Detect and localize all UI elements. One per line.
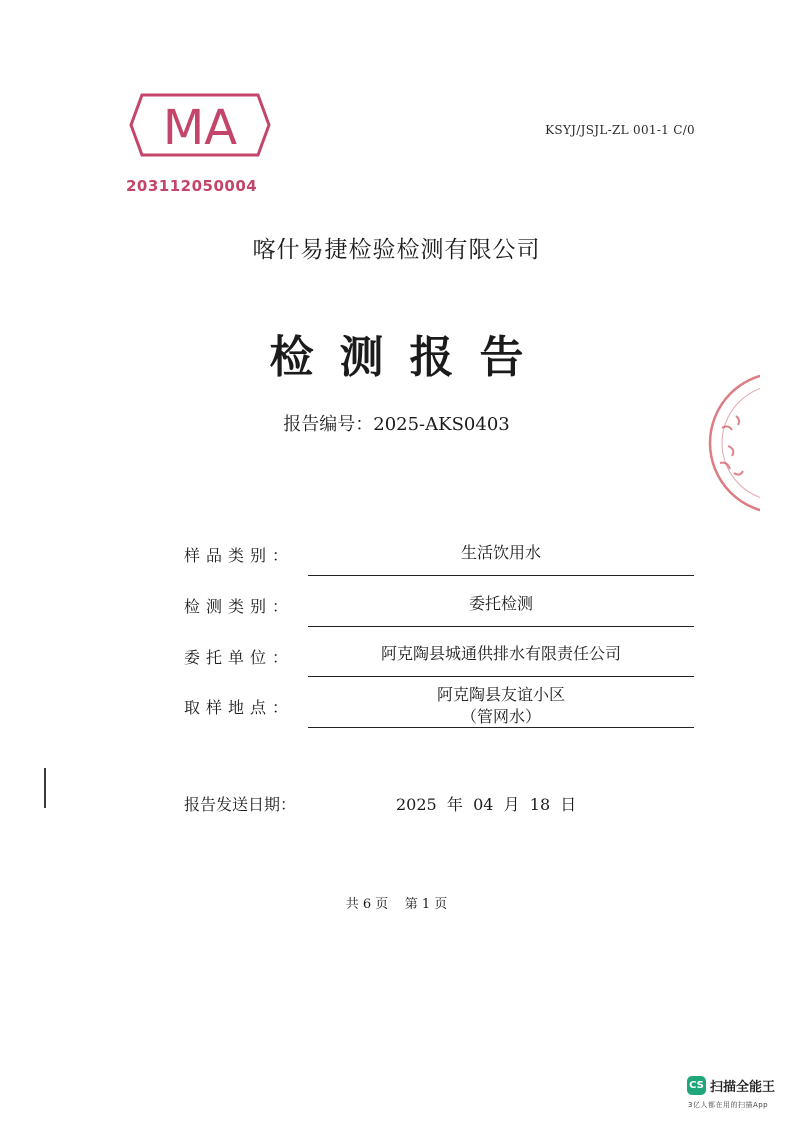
send-date-value: 2025 年 04 月 18 日 [396, 795, 577, 814]
sample-type-label: 样品类别： [184, 546, 288, 565]
ma-stamp-number: 203112050004 [126, 177, 258, 195]
scanner-app-name: 扫描全能王 [710, 1080, 776, 1095]
underline-divider [308, 575, 694, 576]
underline-divider [308, 727, 694, 728]
client-label: 委托单位： [184, 648, 288, 667]
page-info: 共 6 页 第 1 页 [345, 897, 448, 912]
test-type-label: 检测类别： [184, 597, 288, 616]
company-name: 喀什易捷检验检测有限公司 [252, 237, 541, 263]
document-code: KSYJ/JSJL-ZL 001-1 C/0 [545, 123, 695, 137]
report-title: 检测报告 [269, 332, 550, 383]
client-value: 阿克陶县城通供排水有限责任公司 [380, 644, 621, 663]
test-type-value: 委托检测 [468, 594, 533, 613]
underline-divider [308, 626, 694, 627]
scanner-tagline: 3亿人都在用的扫描App [688, 1101, 769, 1109]
report-number: 报告编号：2025-AKS0403 [283, 414, 510, 435]
scanner-logo-text: CS [689, 1080, 704, 1091]
margin-mark [44, 768, 46, 808]
ma-certification-stamp [128, 92, 272, 158]
sampling-location-label: 取样地点： [184, 698, 288, 717]
underline-divider [308, 676, 694, 677]
send-date-label: 报告发送日期： [184, 795, 297, 814]
company-seal-partial [700, 368, 760, 518]
scanner-logo-icon [687, 1076, 706, 1095]
sampling-location-value: 阿克陶县友谊小区 [436, 685, 565, 704]
ma-stamp-text: MA [162, 100, 238, 156]
sampling-location-note: （管网水） [460, 707, 541, 726]
sample-type-value: 生活饮用水 [460, 543, 541, 562]
